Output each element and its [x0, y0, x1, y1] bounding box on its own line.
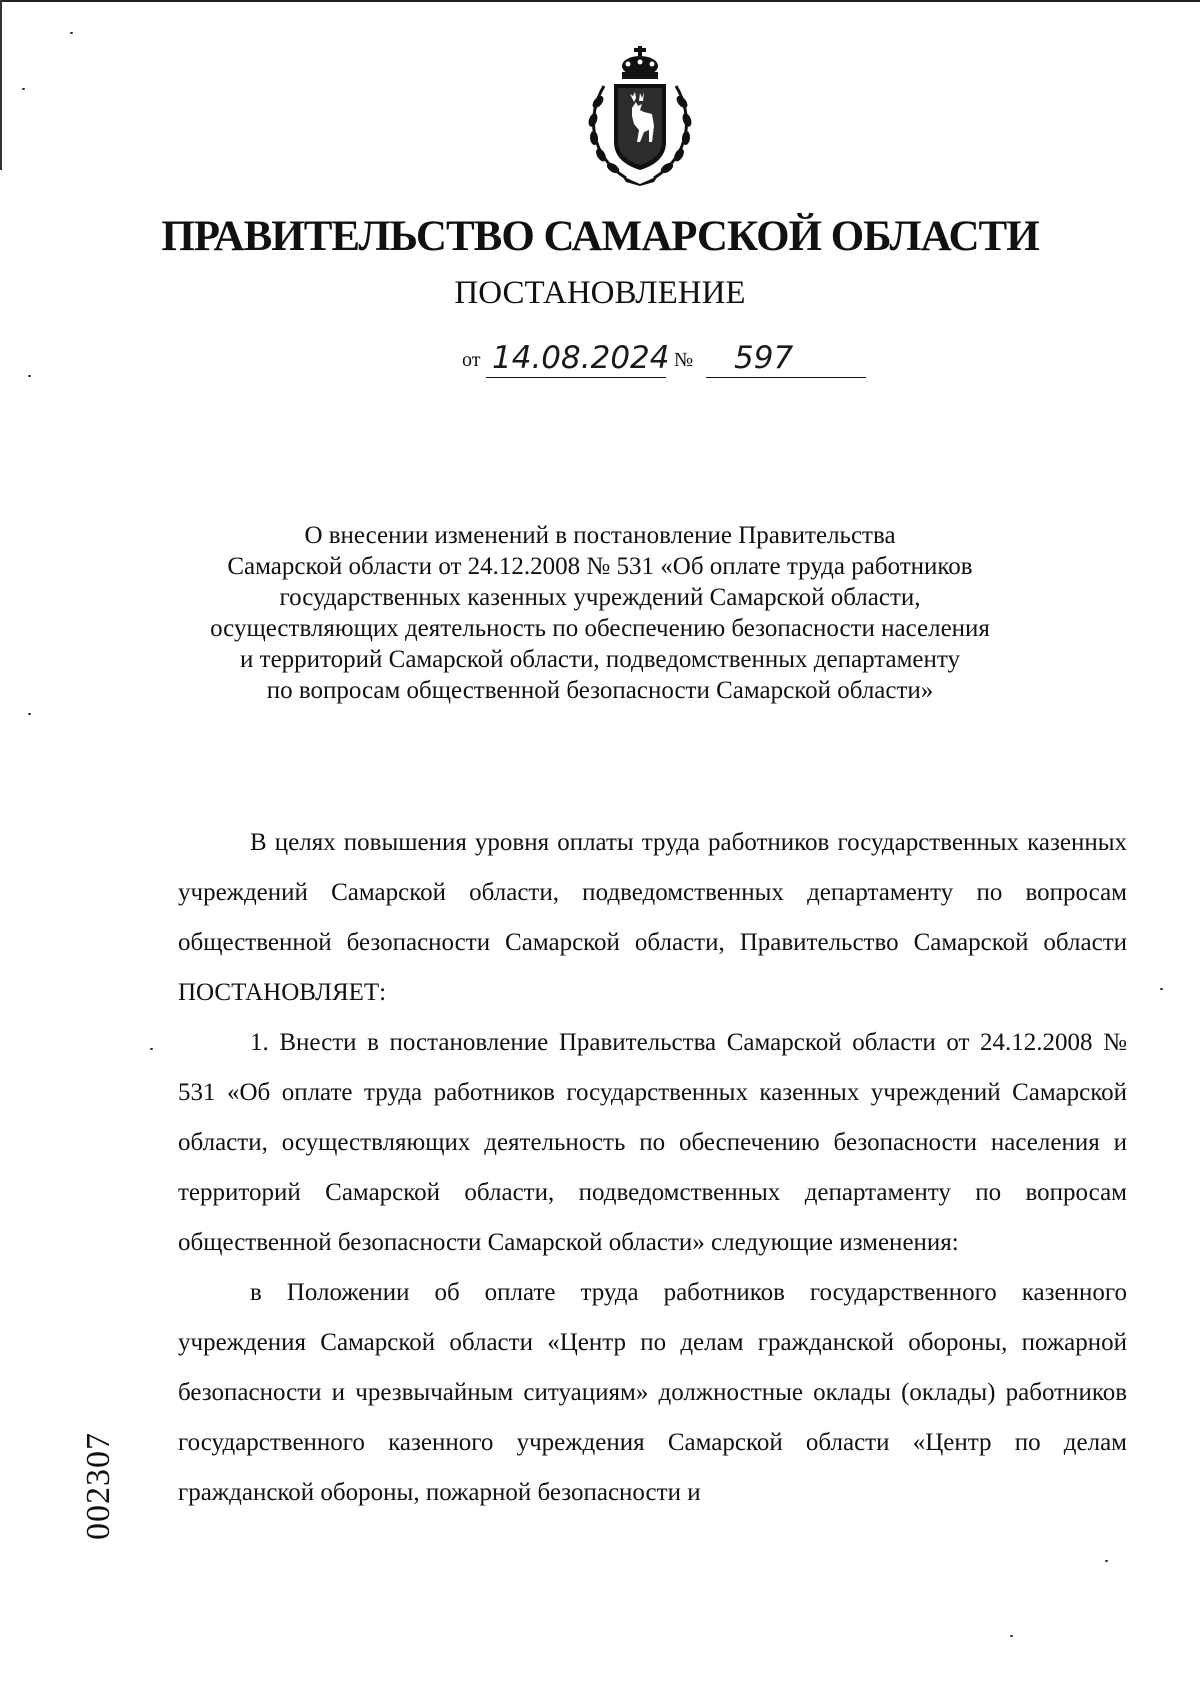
- subject-line: О внесении изменений в постановление Правительства: [304, 522, 896, 549]
- document-body: [178, 818, 1127, 1518]
- date-number-line: [462, 332, 882, 380]
- scan-speck: [28, 375, 31, 377]
- scan-speck: [1160, 988, 1163, 990]
- subject-line: Самарской области от 24.12.2008 № 531 «Об оплате труда работников: [227, 553, 973, 580]
- scan-speck: [1010, 1635, 1013, 1637]
- scan-speck: [70, 32, 73, 34]
- scan-edge-top: [0, 0, 1200, 2]
- body-paragraph: 1. Внести в постановление Правительства Самарской области от 24.12.2008 № 531 «Об оплате труда работников государственных казенных учреждений Самарской области, осуществляющих деятельность по обеспечению безопасности населения и территорий Самарской области, подведомственных департаменту по вопросам общественной безопасности Самарской области» следующие изменения:: [178, 1029, 1127, 1256]
- number-prefix: №: [674, 349, 694, 371]
- subject-line: по вопросам общественной безопасности Самарской области»: [266, 677, 934, 704]
- scan-speck: [28, 713, 31, 715]
- number-underline: [706, 377, 866, 378]
- body-paragraph: В целях повышения уровня оплаты труда работников государственных казенных учреждений Самарской области, подведомственных департаменту по вопросам общественной безопасности Самарской области, Правительство Самарской области ПОСТАНОВЛЯЕТ:: [178, 829, 1127, 1006]
- document-type: ПОСТАНОВЛЕНИЕ: [454, 275, 746, 311]
- margin-serial-number: 002307: [80, 1432, 117, 1540]
- organization-title: ПРАВИТЕЛЬСТВО САМАРСКОЙ ОБЛАСТИ: [161, 213, 1039, 260]
- scan-edge-left: [0, 0, 2, 170]
- subject-line: и территорий Самарской области, подведомственных департаменту: [240, 646, 960, 673]
- scan-speck: [150, 1048, 153, 1050]
- date-underline: [486, 377, 666, 378]
- body-paragraph: в Положении об оплате труда работников государственного казенного учреждения Самарской области «Центр по делам гражданской обороны, пожарной безопасности и чрезвычайным ситуациям» должностные оклады (оклады) работников государственного казенного учреждения Самарской области «Центр по делам гражданской обороны, пожарной безопасности и: [178, 1279, 1127, 1506]
- document-subject: [180, 520, 1020, 706]
- scan-speck: [22, 88, 25, 90]
- coat-of-arms-icon: [582, 46, 698, 186]
- subject-line: государственных казенных учреждений Самарской области,: [279, 584, 921, 611]
- date-prefix: от: [462, 349, 481, 371]
- scan-speck: [1105, 1560, 1108, 1562]
- subject-line: осуществляющих деятельность по обеспечению безопасности населения: [210, 615, 990, 642]
- handwritten-date: 14.08.2024: [492, 340, 670, 376]
- handwritten-number: 597: [734, 340, 794, 376]
